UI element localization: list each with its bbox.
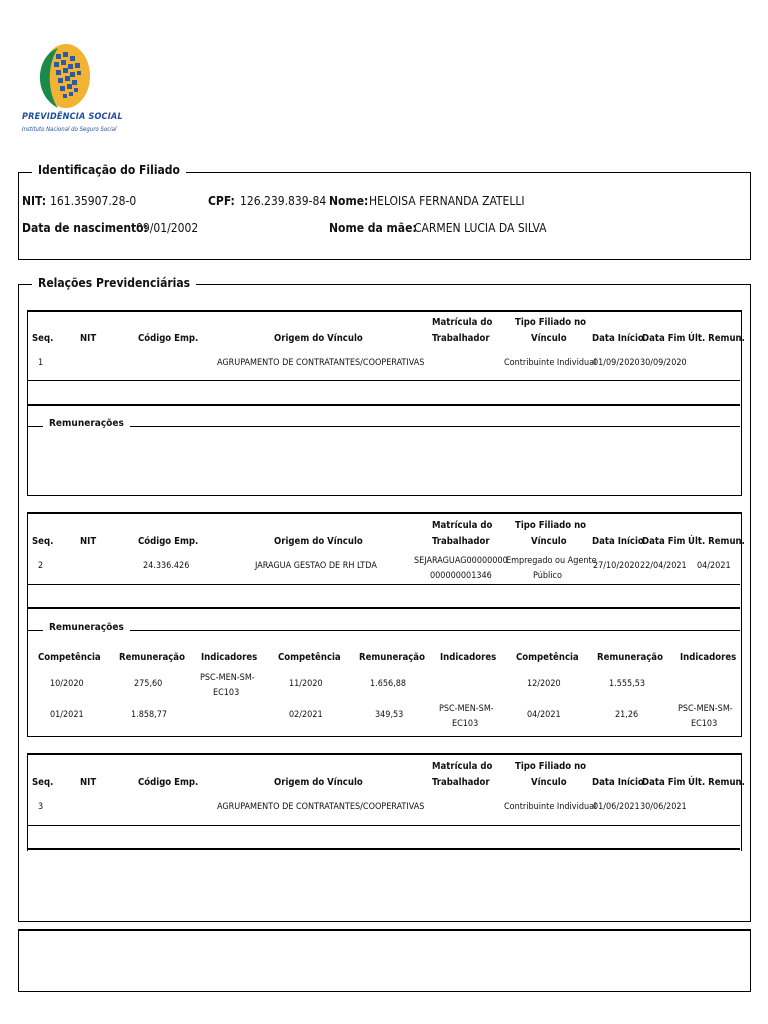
v2-remun-legend: Remunerações: [43, 622, 130, 633]
relacoes-legend: Relações Previdenciárias: [32, 276, 196, 290]
cpf-value: 126.239.839-84: [240, 194, 327, 208]
header-inicio: Data Início: [592, 536, 644, 547]
rem-indicador-2: EC103: [691, 719, 718, 729]
header-codigo: Código Emp.: [138, 777, 199, 788]
rem-indicador-1: PSC-MEN-SM-: [678, 704, 733, 714]
nit-value: 161.35907.28-0: [50, 194, 137, 208]
mae-value: CARMEN LUCIA DA SILVA: [414, 221, 547, 235]
v2-matricula-1: SEJARAGUAG00000000: [414, 556, 508, 566]
nascimento-value: 09/01/2002: [136, 221, 199, 235]
v2-seq: 2: [38, 561, 44, 571]
nome-value: HELOISA FERNANDA ZATELLI: [369, 194, 525, 208]
rem-competencia: 11/2020: [289, 679, 323, 689]
v3-fim: 30/06/2021: [640, 802, 687, 812]
header-tipo-1: Tipo Filiado no: [515, 761, 587, 772]
footer-box: [18, 929, 751, 992]
header-fim: Data Fim: [642, 333, 686, 344]
divider: [28, 607, 740, 609]
v2-tipo-1: Empregado ou Agente: [506, 556, 597, 566]
rem-indicador-1: PSC-MEN-SM-: [200, 673, 255, 683]
rem-header-competencia: Competência: [516, 652, 579, 663]
header-inicio: Data Início: [592, 333, 644, 344]
logo-title: PREVIDÊNCIA SOCIAL: [22, 112, 123, 122]
header-fim: Data Fim: [642, 777, 686, 788]
identificacao-legend: Identificação do Filiado: [32, 163, 186, 177]
cpf-label: CPF:: [208, 194, 235, 208]
v3-origem: AGRUPAMENTO DE CONTRATANTES/COOPERATIVAS: [217, 802, 425, 812]
header-matricula-1: Matrícula do: [432, 520, 493, 531]
v3-tipo: Contribuinte Individual: [504, 802, 597, 812]
rem-valor: 1.858,77: [131, 710, 168, 720]
divider: [28, 380, 740, 381]
header-nit: NIT: [80, 777, 97, 788]
rem-indicador-2: EC103: [213, 688, 240, 698]
nascimento-label: Data de nascimento:: [22, 221, 148, 235]
v1-origem: AGRUPAMENTO DE CONTRATANTES/COOPERATIVAS: [217, 358, 425, 368]
header-ultima: Últ. Remun.: [688, 333, 745, 344]
v1-remun-legend: Remunerações: [43, 418, 130, 429]
rem-header-remuneracao: Remuneração: [359, 652, 425, 663]
header-origem: Origem do Vínculo: [274, 777, 363, 788]
header-inicio: Data Início: [592, 777, 644, 788]
mae-label: Nome da mãe:: [329, 221, 417, 235]
v2-codigo: 24.336.426: [143, 561, 190, 571]
rem-competencia: 12/2020: [527, 679, 561, 689]
header-matricula-1: Matrícula do: [432, 761, 493, 772]
header-tipo-1: Tipo Filiado no: [515, 317, 587, 328]
rem-valor: 1.656,88: [370, 679, 407, 689]
header-matricula-2: Trabalhador: [432, 536, 490, 547]
rem-header-indicadores: Indicadores: [440, 652, 497, 663]
header-origem: Origem do Vínculo: [274, 333, 363, 344]
v2-matricula-2: 000000001346: [430, 571, 492, 581]
v3-inicio: 01/06/2021: [593, 802, 640, 812]
rem-competencia: 04/2021: [527, 710, 561, 720]
v1-seq: 1: [38, 358, 44, 368]
header-matricula-1: Matrícula do: [432, 317, 493, 328]
rem-indicador-2: EC103: [452, 719, 479, 729]
rem-header-remuneracao: Remuneração: [119, 652, 185, 663]
divider: [28, 848, 740, 850]
rem-indicador-1: PSC-MEN-SM-: [439, 704, 494, 714]
rem-valor: 21,26: [615, 710, 639, 720]
v1-fim: 30/09/2020: [640, 358, 687, 368]
logo-subtitle: Instituto Nacional do Seguro Social: [22, 126, 117, 133]
rem-header-competencia: Competência: [38, 652, 101, 663]
rem-competencia: 02/2021: [289, 710, 323, 720]
rem-header-indicadores: Indicadores: [201, 652, 258, 663]
v2-tipo-2: Público: [533, 571, 562, 581]
divider: [28, 825, 740, 826]
rem-header-competencia: Competência: [278, 652, 341, 663]
header-seq: Seq.: [32, 536, 54, 547]
header-matricula-2: Trabalhador: [432, 777, 490, 788]
v3-seq: 3: [38, 802, 44, 812]
v2-ultima: 04/2021: [697, 561, 731, 571]
header-codigo: Código Emp.: [138, 536, 199, 547]
divider: [28, 426, 740, 427]
header-nit: NIT: [80, 333, 97, 344]
nit-label: NIT:: [22, 194, 47, 208]
v2-inicio: 27/10/2020: [593, 561, 640, 571]
header-nit: NIT: [80, 536, 97, 547]
rem-competencia: 10/2020: [50, 679, 84, 689]
rem-valor: 275,60: [134, 679, 163, 689]
nome-label: Nome:: [329, 194, 369, 208]
header-tipo-2: Vínculo: [531, 777, 567, 788]
v2-fim: 22/04/2021: [640, 561, 687, 571]
v1-inicio: 01/09/2020: [593, 358, 640, 368]
logo-emblem-icon: [18, 38, 110, 118]
identificacao-box: [18, 172, 751, 260]
rem-valor: 349,53: [375, 710, 404, 720]
rem-header-remuneracao: Remuneração: [597, 652, 663, 663]
header-matricula-2: Trabalhador: [432, 333, 490, 344]
header-seq: Seq.: [32, 333, 54, 344]
header-ultima: Últ. Remun.: [688, 536, 745, 547]
rem-valor: 1.555,53: [609, 679, 646, 689]
header-codigo: Código Emp.: [138, 333, 199, 344]
rem-competencia: 01/2021: [50, 710, 84, 720]
divider: [28, 404, 740, 406]
rem-header-indicadores: Indicadores: [680, 652, 737, 663]
header-seq: Seq.: [32, 777, 54, 788]
header-fim: Data Fim: [642, 536, 686, 547]
divider: [28, 630, 740, 631]
header-tipo-2: Vínculo: [531, 536, 567, 547]
header-ultima: Últ. Remun.: [688, 777, 745, 788]
header-tipo-2: Vínculo: [531, 333, 567, 344]
header-origem: Origem do Vínculo: [274, 536, 363, 547]
v2-origem: JARAGUA GESTAO DE RH LTDA: [255, 561, 377, 571]
header-tipo-1: Tipo Filiado no: [515, 520, 587, 531]
divider: [28, 584, 740, 585]
v1-tipo: Contribuinte Individual: [504, 358, 597, 368]
